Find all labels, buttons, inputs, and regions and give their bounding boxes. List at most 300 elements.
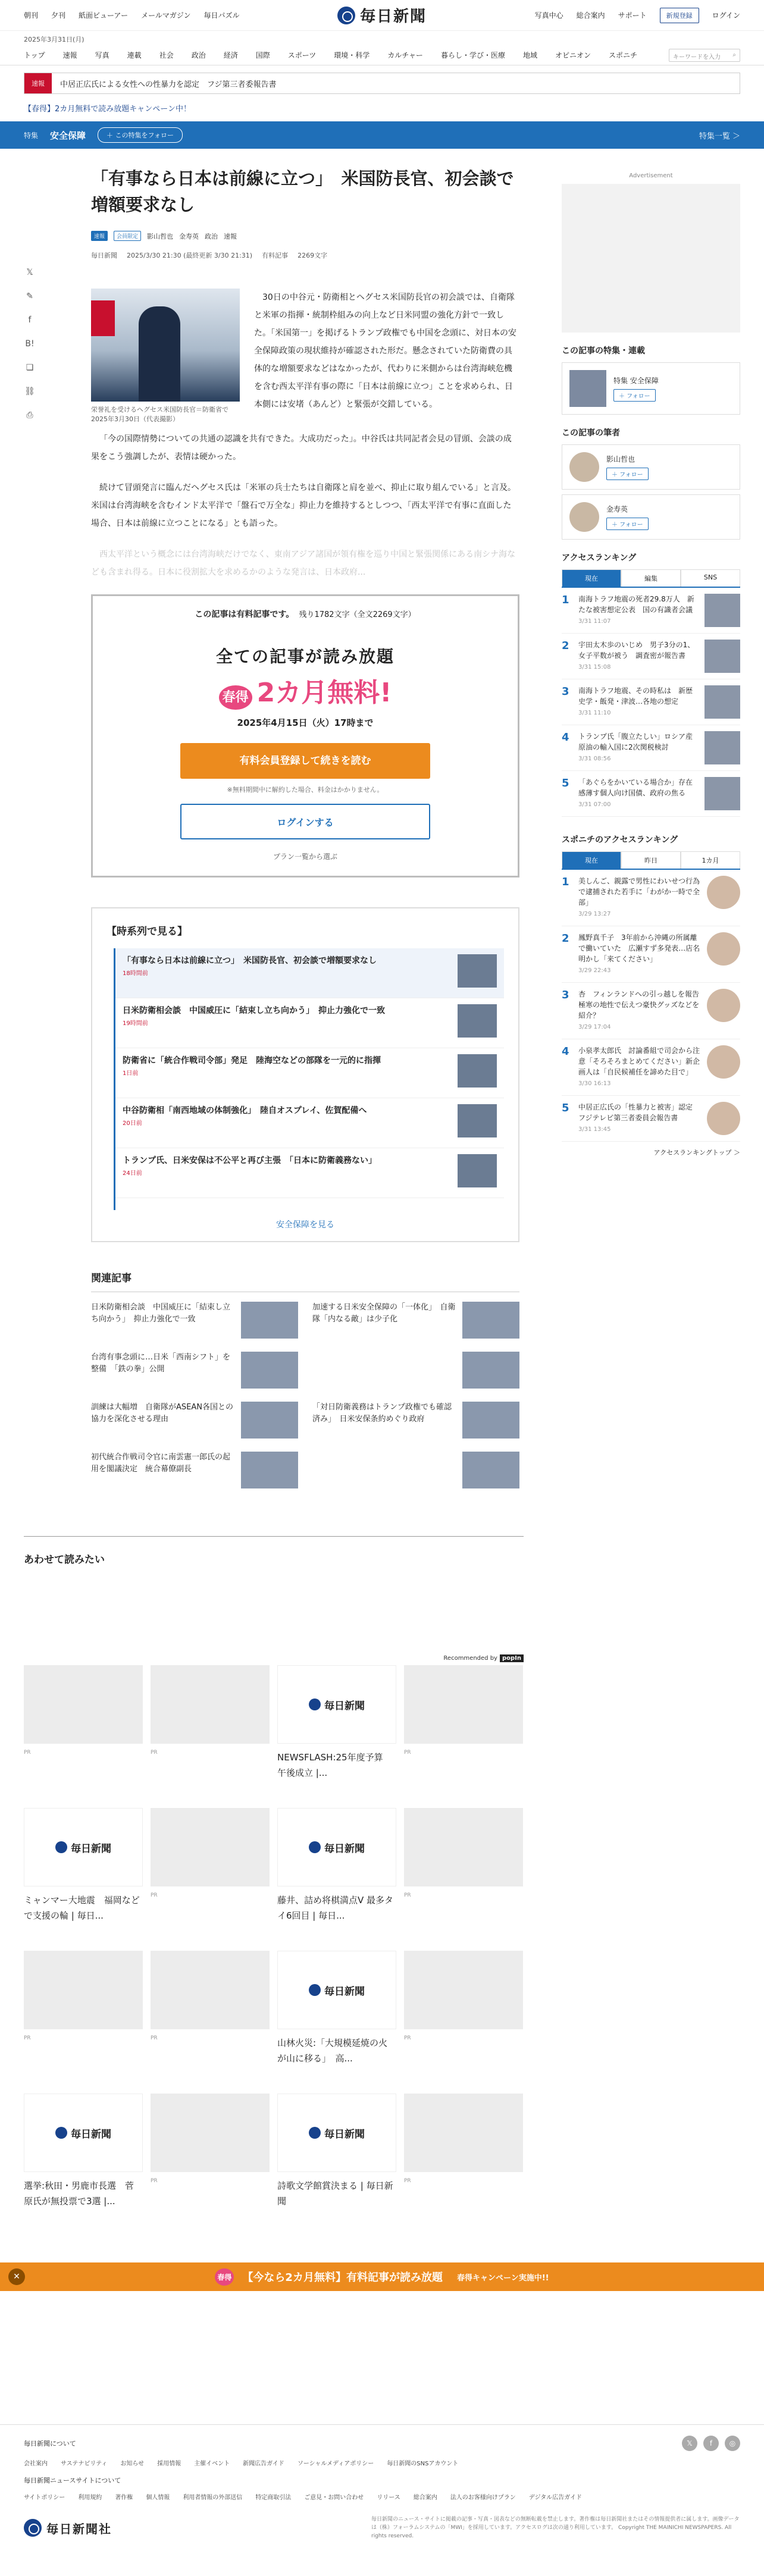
nav-item[interactable]: スポニチ bbox=[608, 51, 637, 59]
ranking-item[interactable] bbox=[562, 1096, 740, 1142]
feature-name: 特集 安全保障 bbox=[613, 377, 659, 385]
sponichi-tab-now[interactable]: 現在 bbox=[562, 851, 621, 869]
related-item[interactable] bbox=[312, 1452, 519, 1488]
ranking-title: 「あぐらをかいている場合か」存在感薄す個人向け国債、政府の焦る 3/31 07:00 bbox=[578, 778, 693, 808]
header-link-photo[interactable]: 写真中心 bbox=[534, 11, 563, 20]
timeline-list[interactable] bbox=[114, 948, 504, 1210]
footer-link[interactable]: 法人のお客様向けプラン bbox=[450, 2494, 516, 2501]
register-button[interactable]: 新規登録 bbox=[660, 8, 699, 23]
header-right-links bbox=[427, 8, 740, 23]
related-item[interactable] bbox=[91, 1452, 298, 1488]
x-share-icon[interactable]: 𝕏 bbox=[26, 268, 33, 277]
recommend-card[interactable] bbox=[277, 2094, 396, 2224]
category-breaking[interactable]: 速報 bbox=[224, 232, 237, 240]
sidebar-ad[interactable] bbox=[562, 184, 740, 333]
sidebar-feature-head: この記事の特集・連載 bbox=[562, 346, 645, 356]
ranking-number: 3 bbox=[562, 989, 569, 1001]
paywall bbox=[91, 594, 519, 878]
timeline-item-title: トランプ氏、日米安保は不公平と再び主張 「日本に防衛義務ない」 24日前 bbox=[123, 1154, 458, 1192]
sponichi-tab-yesterday[interactable]: 昨日 bbox=[621, 851, 681, 869]
recommend-logo-text: 毎日新聞 bbox=[71, 1842, 111, 1855]
feature-thumbnail bbox=[569, 370, 606, 407]
author-name: 影山哲也 bbox=[606, 455, 635, 463]
article-meta-2 bbox=[91, 250, 524, 260]
timeline-thumbnail bbox=[458, 1104, 497, 1137]
header-link-puzzle[interactable]: 毎日パズル bbox=[203, 11, 240, 20]
article-paragraph: 続けて冒頭発言に臨んだヘグセス氏は「米軍の兵士たちは自衛隊と肩を並べ、抑止に取り組んでいる」と言及。米国は台湾海峡を含むインド太平洋で「盤石で万全な」抑止力を維持するとしつつ、「西太平洋で有事に直面した場合、日本は前線に立つことになる」とも語った。 bbox=[91, 483, 516, 528]
nav-item[interactable]: 国際 bbox=[255, 51, 270, 59]
x-icon[interactable]: 𝕏 bbox=[682, 2436, 697, 2451]
related-thumbnail bbox=[462, 1302, 519, 1339]
content bbox=[0, 149, 764, 2224]
timeline-item[interactable] bbox=[115, 998, 504, 1048]
bookmark-icon[interactable]: ❏ bbox=[26, 363, 34, 372]
recommend-card[interactable] bbox=[151, 1951, 270, 2082]
timeline-item-date: 1日前 bbox=[123, 1070, 139, 1077]
related-item-title bbox=[312, 1352, 456, 1389]
ranking-thumbnail bbox=[704, 731, 740, 764]
nav-item[interactable]: カルチャー bbox=[387, 51, 423, 59]
timeline-thumbnail bbox=[458, 1054, 497, 1088]
nav-item[interactable]: トップ bbox=[24, 51, 45, 59]
related-title: 関連記事 bbox=[91, 1270, 519, 1292]
sponichi-tab-month[interactable]: 1カ月 bbox=[681, 851, 740, 869]
recommend-card[interactable] bbox=[24, 1808, 143, 1939]
logo-mark-icon bbox=[309, 1984, 321, 1996]
recommend-image bbox=[151, 2094, 270, 2172]
footer-copyright: 毎日新聞のニュース・サイトに掲載の記事・写真・図表などの無断転載を禁止します。著作権は毎日新聞社またはその情報提供者に属します。画像データは（株）フォーラムシステムの「MWI」を採用しています。アクセスログは次の通り利用しています。 Copyright THE MAINICHI NEWSPAPERS. All rights reserved. bbox=[371, 2517, 740, 2539]
nav-item[interactable]: オピニオン bbox=[555, 51, 591, 59]
nav-item[interactable]: 地域 bbox=[522, 51, 537, 59]
header-link-viewer[interactable]: 紙面ビューアー bbox=[79, 11, 129, 20]
article-published: 2025/3/30 21:30 (最終更新 3/30 21:31) bbox=[127, 252, 253, 259]
ranking-tab-now[interactable]: 現在 bbox=[562, 569, 621, 587]
login-link[interactable]: ログイン bbox=[712, 11, 741, 20]
footer-link[interactable]: お知らせ bbox=[120, 2461, 145, 2467]
feature-list-link[interactable]: 特集一覧 ＞ bbox=[699, 131, 740, 141]
recommend-image bbox=[277, 1951, 396, 2029]
logo-mark-icon bbox=[55, 1841, 67, 1853]
ranking-title: 南海トラフ地震、その時私は 新歴史学・飯発・津波…各地の想定 3/31 11:10 bbox=[578, 687, 693, 716]
lead-photo[interactable] bbox=[91, 289, 240, 424]
related-articles bbox=[91, 1270, 519, 1488]
footer-link[interactable]: 利用規約 bbox=[78, 2494, 102, 2501]
ranking-title: 宇田太木歩のいじめ 男子3分の1、女子平数が被う 調査密が報告書 3/31 15:08 bbox=[578, 641, 695, 670]
footer-link[interactable]: 採用情報 bbox=[157, 2461, 181, 2467]
ranking-thumbnail bbox=[704, 685, 740, 719]
timeline-item-date: 19時間前 bbox=[123, 1020, 148, 1027]
related-thumbnail bbox=[241, 1352, 298, 1389]
footer-site-label: 毎日新聞ニュースサイトについて bbox=[24, 2477, 121, 2484]
ranking-item[interactable] bbox=[562, 1039, 740, 1096]
footer-link[interactable]: 利用者情報の外部送信 bbox=[183, 2494, 243, 2501]
author-avatar bbox=[569, 452, 599, 482]
article-paid-label: 有料記事 bbox=[262, 252, 289, 259]
article-paragraph-faded: 西太平洋という概念には台湾海峡だけでなく、東南アジア諸国が領有権を巡り中国と緊張関係にある南シナ海なども含まれ得る。日本に役割拡大を求めるかのような発言は、日本政府... bbox=[91, 550, 516, 577]
ranking-number: 5 bbox=[562, 1102, 569, 1114]
related-item[interactable] bbox=[312, 1302, 519, 1339]
logo-mark-icon bbox=[24, 2519, 42, 2537]
ranking-tab-sns[interactable]: SNS bbox=[681, 569, 740, 587]
ranking-item[interactable] bbox=[562, 634, 740, 679]
print-icon[interactable]: ⎙ bbox=[26, 410, 33, 420]
header-left-links bbox=[24, 10, 337, 20]
recommend-caption: 詩歌文学館賞決まる | 毎日新聞 bbox=[277, 2180, 393, 2207]
recommend-pr: PR bbox=[151, 1892, 158, 1898]
nav-item[interactable]: 経済 bbox=[223, 51, 238, 59]
author-link-1[interactable]: 影山哲也 bbox=[147, 232, 174, 240]
ranking-head: アクセスランキング bbox=[562, 553, 637, 563]
recommend-card[interactable] bbox=[151, 1665, 270, 1796]
timeline-more-link[interactable]: 安全保障を見る bbox=[276, 1220, 334, 1230]
header-link-evening[interactable]: 夕刊 bbox=[51, 11, 66, 20]
recommend-pr: PR bbox=[24, 2035, 31, 2041]
header-date: 2025年3月31日(月) bbox=[24, 36, 84, 43]
timeline-item[interactable] bbox=[115, 948, 504, 998]
timeline bbox=[91, 907, 519, 1242]
footer-link[interactable]: 会社案内 bbox=[24, 2461, 48, 2467]
footer-link[interactable]: 主催イベント bbox=[194, 2461, 230, 2467]
recommend-pr: PR bbox=[151, 2035, 158, 2041]
ranking-number: 1 bbox=[562, 594, 569, 606]
footer-link[interactable]: 毎日新聞のSNSアカウント bbox=[387, 2461, 459, 2467]
footer-link[interactable]: デジタル広告ガイド bbox=[528, 2494, 582, 2501]
recommend-pr: PR bbox=[24, 1750, 31, 1756]
recommend-card[interactable] bbox=[151, 1808, 270, 1939]
ranking-thumbnail bbox=[707, 989, 740, 1022]
ranking-item[interactable] bbox=[562, 926, 740, 983]
paywall-until: 2025年4月15日（火）17時まで bbox=[237, 717, 374, 728]
hatena-icon[interactable]: B! bbox=[25, 339, 35, 349]
lead-photo-image bbox=[91, 289, 240, 402]
footer-about: 毎日新聞について bbox=[24, 2440, 76, 2447]
main-column bbox=[24, 149, 524, 2224]
timeline-item-title: 中谷防衛相「南西地域の体制強化」 陸自オスプレイ、佐賀配備へ 20日前 bbox=[123, 1104, 458, 1142]
article-paragraph: 「今の国際情勢についての共通の認識を共有できた。大成功だった」。中谷氏は共同記者会見の冒頭、会談の成果をこう強調したが、表情は硬かった。 bbox=[91, 434, 512, 462]
paywall-login-button[interactable]: ログインする bbox=[180, 804, 430, 839]
ranking-thumbnail bbox=[704, 640, 740, 673]
banner-text: 【今なら2カ月無料】有料記事が読み放題 bbox=[242, 2271, 443, 2284]
sidebar-feature-card[interactable] bbox=[562, 362, 740, 415]
instagram-icon[interactable]: ◎ bbox=[725, 2436, 740, 2451]
footer-link[interactable]: 個人情報 bbox=[146, 2494, 170, 2501]
article-paragraph: 30日の中谷元・防衛相とヘグセス米国防長官の初会談では、自衛隊と米軍の指揮・統制枠組みの向上など日米同盟の強化方針で一致した。「米国第一」を掲げるトランプ政権でも中国を念頭に、対日本の安全保障政策の現状維持が確認された形だ。懸念されていた防衛費の具体的な増額要求などはなかったが、代わりに米側からは台湾海峡危機を含む西太平洋有事の際に「日本は前線に立つ」ことを求められ、日本側には安堵（あんど）と緊張が交錯している。 bbox=[254, 293, 516, 409]
related-thumbnail bbox=[241, 1402, 298, 1439]
close-icon[interactable]: ✕ bbox=[8, 2268, 25, 2285]
related-item[interactable] bbox=[91, 1352, 298, 1389]
related-item-title: 訓練は大幅増 自衛隊がASEAN各国との協力を深化させる理由 bbox=[91, 1403, 233, 1424]
recommended-by: Recommended by popIn bbox=[24, 1655, 524, 1662]
recommend-caption: NEWSFLASH:25年度予算 午後成立 |... bbox=[277, 1752, 392, 1778]
nav-items bbox=[24, 50, 669, 60]
pill-members: 会員限定 bbox=[114, 231, 141, 241]
paywall-line1: 全ての記事が読み放題 bbox=[215, 647, 394, 666]
plans-link[interactable]: プラン一覧から選ぶ bbox=[273, 853, 337, 861]
ranking-title: 鳳野真千子 3年前から沖縄の所属離で働いていた 広瀬すず多発表…店名明かし「来てください」 3/29 22:43 bbox=[578, 933, 700, 974]
footer-link[interactable]: 著作権 bbox=[115, 2494, 133, 2501]
also-read bbox=[24, 1536, 524, 2224]
ranking-title: 中居正広氏の「性暴力と被害」認定 フジテレビ第三者委員会報告書 3/31 13:45 bbox=[578, 1103, 700, 1133]
header-link-mail[interactable]: メールマガジン bbox=[141, 11, 191, 20]
ranking-top-link[interactable]: アクセスランキングトップ ＞ bbox=[653, 1149, 740, 1157]
timeline-item-date: 24日前 bbox=[123, 1170, 142, 1177]
footer-link[interactable]: ソーシャルメディアポリシー bbox=[297, 2461, 374, 2467]
timeline-item[interactable] bbox=[115, 1098, 504, 1148]
article-title: 「有事なら日本は前線に立つ」 米国防長官、初会談で増額要求なし bbox=[91, 168, 514, 215]
sponichi-head: スポニチのアクセスランキング bbox=[562, 835, 678, 845]
ranking-item[interactable] bbox=[562, 588, 740, 634]
related-thumbnail bbox=[462, 1452, 519, 1488]
subscribe-button[interactable]: 有料会員登録して続きを読む bbox=[180, 743, 430, 779]
nav-item[interactable]: 政治 bbox=[191, 51, 206, 59]
popin-logo-icon: popIn bbox=[500, 1654, 524, 1662]
recommend-card[interactable] bbox=[24, 2094, 143, 2224]
recommend-logo-text: 毎日新聞 bbox=[324, 1700, 365, 1712]
photo-caption: 栄誉礼を受けるヘグセス米国防長官＝防衛省で2025年3月30日（代表撮影） bbox=[91, 406, 228, 423]
author-card[interactable] bbox=[562, 444, 740, 490]
ranking-thumbnail bbox=[704, 594, 740, 627]
author-card[interactable] bbox=[562, 494, 740, 540]
sponichi-list bbox=[562, 870, 740, 1142]
nav-item[interactable]: 写真 bbox=[95, 51, 109, 59]
site-logo[interactable]: 毎日新聞 bbox=[337, 4, 427, 26]
recommend-image bbox=[151, 1665, 270, 1744]
also-read-grid bbox=[24, 1665, 524, 2224]
footer-social bbox=[682, 2436, 740, 2451]
timeline-title: 【時系列で見る】 bbox=[107, 926, 187, 938]
ranking-item[interactable] bbox=[562, 679, 740, 725]
nav-item[interactable]: 社会 bbox=[159, 51, 174, 59]
ranking-tabs bbox=[562, 569, 740, 588]
recommend-card[interactable] bbox=[404, 2094, 523, 2224]
recommend-image bbox=[151, 1808, 270, 1886]
recommend-image bbox=[404, 2094, 523, 2172]
timeline-item[interactable] bbox=[115, 1048, 504, 1098]
footer-link[interactable]: リリース bbox=[377, 2494, 400, 2501]
recommend-pr: PR bbox=[404, 2178, 411, 2184]
related-item[interactable] bbox=[91, 1302, 298, 1339]
recommend-card[interactable] bbox=[151, 2094, 270, 2224]
feature-title[interactable]: 安全保障 bbox=[50, 130, 86, 141]
share-bar bbox=[24, 268, 38, 422]
related-item-title: 「対日防衛義務はトランプ政権でも確認済み」 日米安保条約めぐり政府 bbox=[312, 1403, 452, 1424]
advert-label: Advertisement bbox=[629, 173, 673, 179]
recommend-image bbox=[277, 1808, 396, 1886]
breaking-tag: 速報 bbox=[24, 73, 52, 93]
recommend-image bbox=[24, 2094, 143, 2172]
recommend-logo-text: 毎日新聞 bbox=[324, 1842, 365, 1855]
recommend-logo-text: 毎日新聞 bbox=[324, 1985, 365, 1998]
recommend-card[interactable] bbox=[277, 1808, 396, 1939]
recommend-image bbox=[24, 1951, 143, 2029]
ranking-item[interactable] bbox=[562, 771, 740, 817]
ranking-number: 1 bbox=[562, 876, 569, 888]
feature-bar bbox=[0, 121, 764, 149]
footer-link[interactable]: サステナビリティ bbox=[61, 2461, 108, 2467]
footer-links-1 bbox=[24, 2458, 740, 2467]
article-chars: 2269文字 bbox=[298, 252, 328, 259]
author-name: 金寿英 bbox=[606, 505, 628, 513]
recommend-image bbox=[404, 1808, 523, 1886]
logo-mark-icon bbox=[309, 2127, 321, 2139]
recommend-card[interactable] bbox=[277, 1951, 396, 2082]
recommend-card[interactable] bbox=[404, 1951, 523, 2082]
paywall-note: ※無料期間中に解約した場合、料金はかかりません。 bbox=[227, 786, 384, 794]
sidebar-authors-head: この記事の筆者 bbox=[562, 428, 620, 438]
header-link-guide[interactable]: 総合案内 bbox=[576, 11, 605, 20]
breaking-text: 中居正広氏による女性への性暴力を認定 フジ第三者委報告書 bbox=[60, 80, 277, 89]
nav-item[interactable]: 連載 bbox=[127, 51, 142, 59]
ranking-title: 南海トラフ地震の死者29.8万人 新たな被害想定公表 国の有識者会議 3/31 11:07 bbox=[578, 595, 694, 625]
timeline-thumbnail bbox=[458, 1004, 497, 1038]
author-follow-button[interactable]: ＋ フォロー bbox=[606, 468, 649, 480]
related-thumbnail bbox=[241, 1302, 298, 1339]
timeline-item-date: 20日前 bbox=[123, 1120, 142, 1127]
related-grid bbox=[91, 1302, 519, 1488]
pill-breaking: 速報 bbox=[91, 231, 108, 241]
ranking-thumbnail bbox=[707, 876, 740, 909]
related-thumbnail bbox=[462, 1402, 519, 1439]
related-item-title bbox=[312, 1452, 456, 1488]
ranking-thumbnail bbox=[707, 1102, 740, 1135]
recommend-pr: PR bbox=[404, 1892, 411, 1898]
ranking-number: 4 bbox=[562, 731, 569, 744]
paywall-line2: 春得 2カ月無料! bbox=[93, 671, 518, 709]
feature-follow-button[interactable]: ＋ この特集をフォロー bbox=[98, 127, 183, 143]
recommend-card[interactable] bbox=[404, 1808, 523, 1939]
feature-follow-small[interactable]: ＋ フォロー bbox=[613, 389, 656, 402]
nav-item[interactable]: スポーツ bbox=[287, 51, 317, 59]
ranking-item[interactable] bbox=[562, 983, 740, 1039]
recommend-pr: PR bbox=[404, 2035, 411, 2041]
recommend-image bbox=[404, 1951, 523, 2029]
search-input[interactable]: キーワードを入力 ⌕ bbox=[669, 49, 740, 62]
footer-logo[interactable]: 毎日新聞社 bbox=[24, 2519, 112, 2537]
paywall-head: この記事は有料記事です。 残り1782文字（全文2269文字） bbox=[195, 610, 416, 619]
ranking-item[interactable] bbox=[562, 725, 740, 771]
facebook-icon[interactable]: f bbox=[703, 2436, 719, 2451]
recommend-image bbox=[277, 2094, 396, 2172]
timeline-thumbnail bbox=[458, 1154, 497, 1187]
related-item[interactable] bbox=[91, 1402, 298, 1439]
ranking-thumbnail bbox=[707, 1045, 740, 1079]
related-item[interactable] bbox=[312, 1352, 519, 1389]
ranking-title: 美しんご、親露で男性にわいせつ行為で逮捕された若手に「わがか一時で全部」 3/29 13:27 bbox=[578, 877, 700, 917]
timeline-item-title: 「有事なら日本は前線に立つ」 米国防長官、初会談で増額要求なし 18時間前 bbox=[123, 954, 458, 992]
ranking-title: 小泉孝太郎氏 討論番組で司会から注意「そろそろまとめてください」新企画人は「自民候補任を諦めた目で」 3/30 16:13 bbox=[578, 1046, 700, 1087]
author-avatar bbox=[569, 502, 599, 532]
top-bar bbox=[0, 0, 764, 31]
timeline-thumbnail bbox=[458, 954, 497, 988]
recommend-pr: PR bbox=[151, 1750, 158, 1756]
related-item-title: 加速する日米安全保障の「一体化」 自衛隊「内なる敵」は少子化 bbox=[312, 1303, 456, 1324]
recommend-caption: 山林火災:「大規模延焼の火が山に移る」 高... bbox=[277, 2038, 388, 2064]
campaign-link[interactable]: 【春得】2カ月無料で読み放題キャンペーン中！ bbox=[24, 104, 192, 114]
related-item-title: 日米防衛相会談 中国威圧に「結束し立ち向かう」 抑止力強化で一致 bbox=[91, 1303, 231, 1324]
ranking-number: 5 bbox=[562, 777, 569, 789]
category-politics[interactable]: 政治 bbox=[205, 232, 218, 240]
related-item-title: 初代統合作戦司令官に南雲憲一郎氏の起用を閣議決定 統合幕僚副長 bbox=[91, 1453, 231, 1474]
logo-mark-icon bbox=[309, 1698, 321, 1710]
footer-link[interactable]: 新聞広告ガイド bbox=[243, 2461, 284, 2467]
related-item[interactable] bbox=[312, 1402, 519, 1439]
nav-item[interactable]: 暮らし・学び・医療 bbox=[440, 51, 505, 59]
recommend-caption: ミャンマー大地震 福岡などで支援の輪 | 毎日... bbox=[24, 1895, 140, 1921]
recommend-caption: 選挙:秋田・男鹿市長選 菅原氏が無投票で3選 |... bbox=[24, 2180, 134, 2207]
link-icon[interactable]: ⛓ bbox=[24, 387, 35, 396]
ranking-title: トランプ氏「腹立たしい」ロシア産原油の輸入国に2次関税検討 3/31 08:56 bbox=[578, 732, 693, 762]
also-read-title: あわせて読みたい bbox=[24, 1554, 105, 1566]
ranking-tab-editor[interactable]: 編集 bbox=[621, 569, 681, 587]
ranking-item[interactable] bbox=[562, 870, 740, 926]
ranking-thumbnail bbox=[707, 932, 740, 966]
recommend-logo-text: 毎日新聞 bbox=[71, 2128, 111, 2141]
recommend-card[interactable] bbox=[404, 1665, 523, 1796]
recommend-pr: PR bbox=[404, 1750, 411, 1756]
header-link-support[interactable]: サポート bbox=[618, 11, 647, 20]
recommend-card[interactable] bbox=[277, 1665, 396, 1796]
timeline-item-title: 防衛省に「統合作戦司令部」発足 陸海空などの部隊を一元的に指揮 1日前 bbox=[123, 1054, 458, 1092]
ranking-number: 3 bbox=[562, 685, 569, 698]
ranking-number: 2 bbox=[562, 932, 569, 945]
campaign-banner[interactable] bbox=[0, 2262, 764, 2291]
article-meta bbox=[91, 231, 524, 241]
spring-badge: 春得 bbox=[215, 2268, 234, 2286]
related-thumbnail bbox=[241, 1452, 298, 1488]
author-follow-button[interactable]: ＋ フォロー bbox=[606, 518, 649, 530]
recommend-image bbox=[24, 1665, 143, 1744]
ranking-title: 杏 フィンランドへの引っ越しを報告 極寒の地性で伝えつ豪快グッズなどを紹介？ 3/29 17:04 bbox=[578, 990, 707, 1030]
facebook-icon[interactable]: f bbox=[28, 315, 32, 325]
timeline-item[interactable] bbox=[115, 1148, 504, 1198]
article-source: 毎日新聞 bbox=[91, 252, 117, 259]
recommend-card[interactable] bbox=[24, 1951, 143, 2082]
ranking-thumbnail bbox=[704, 777, 740, 810]
ranking-number: 4 bbox=[562, 1045, 569, 1058]
recommend-logo-text: 毎日新聞 bbox=[324, 2128, 365, 2141]
related-item-title: 台湾有事念頭に…日米「西南シフト」を整備 「鉄の拳」公開 bbox=[91, 1353, 231, 1374]
footer-links-2 bbox=[24, 2492, 740, 2501]
article-body bbox=[91, 289, 519, 581]
recommend-caption: 藤井、詰め将棋満点V 最多タイ6回目 | 毎日... bbox=[277, 1895, 394, 1921]
breaking-news[interactable] bbox=[24, 73, 740, 94]
comment-icon[interactable]: ✎ bbox=[26, 292, 33, 301]
footer-link[interactable]: 総合案内 bbox=[413, 2494, 437, 2501]
banner-sub: 春得キャンペーン実施中!! bbox=[456, 2273, 549, 2283]
header-link-morning[interactable]: 朝刊 bbox=[24, 11, 39, 20]
author-link-2[interactable]: 金寿英 bbox=[179, 232, 199, 240]
nav-item[interactable]: 環境・科学 bbox=[334, 51, 370, 59]
ranking-number: 2 bbox=[562, 640, 569, 652]
footer-link[interactable]: サイトポリシー bbox=[24, 2494, 65, 2501]
recommend-image bbox=[277, 1665, 396, 1744]
recommend-card[interactable] bbox=[24, 1665, 143, 1796]
logo-mark-icon bbox=[309, 1841, 321, 1853]
recommend-image bbox=[404, 1665, 523, 1744]
timeline-item-date: 18時間前 bbox=[123, 970, 148, 977]
nav-item[interactable]: 速報 bbox=[62, 51, 77, 59]
footer-link[interactable]: 特定商取引法 bbox=[255, 2494, 292, 2501]
search-icon: ⌕ bbox=[732, 51, 736, 58]
sidebar bbox=[562, 149, 740, 2224]
ranking-list bbox=[562, 588, 740, 817]
recommend-image bbox=[151, 1951, 270, 2029]
timeline-item-title: 日米防衛相会談 中国威圧に「結束し立ち向かう」 抑止力強化で一致 19時間前 bbox=[123, 1004, 458, 1042]
footer-link[interactable]: ご意見・お問い合わせ bbox=[304, 2494, 364, 2501]
logo-mark-icon bbox=[55, 2127, 67, 2139]
logo-mark-icon bbox=[337, 7, 355, 24]
sponichi-tabs bbox=[562, 851, 740, 870]
